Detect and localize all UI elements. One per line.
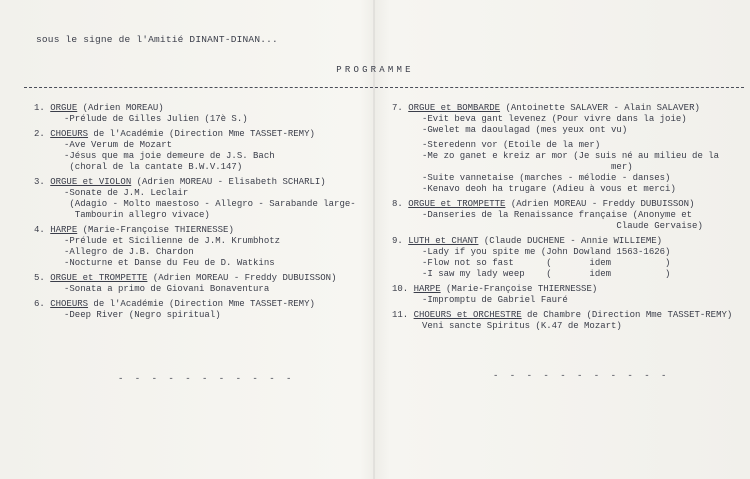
item-title: ORGUE et TROMPETTE xyxy=(408,199,506,209)
item-performers: de l'Académie (Direction Mme TASSET-REMY) xyxy=(88,299,315,309)
item-piece-line: -Me zo ganet e kreiz ar mor (Je suis né au milieu de la xyxy=(422,151,720,161)
item-number: 3. xyxy=(34,177,45,187)
item-piece-line: -Evit beva gant levenez (Pour vivre dans la joie) xyxy=(422,114,687,124)
item-title: HARPE xyxy=(50,225,78,235)
item-piece-line: -Impromptu de Gabriel Fauré xyxy=(422,295,568,305)
item-piece-line: Veni sancte Spiritus (K.47 de Mozart) xyxy=(422,321,622,331)
programme-item xyxy=(34,273,374,295)
item-number: 10. xyxy=(392,284,409,294)
programme-item xyxy=(34,103,374,125)
item-heading xyxy=(34,103,374,114)
item-number: 8. xyxy=(392,199,403,209)
item-piece-line: (choral de la cantate B.W.V.147) xyxy=(64,162,243,172)
item-performers: de l'Académie (Direction Mme TASSET-REMY) xyxy=(88,129,315,139)
item-title: CHOEURS xyxy=(50,129,89,139)
item-number: 4. xyxy=(34,225,45,235)
item-title: LUTH et CHANT xyxy=(408,236,479,246)
item-piece-line: -Lady if you spite me (John Dowland 1563-1626) xyxy=(422,247,671,257)
item-title: CHOEURS et ORCHESTRE xyxy=(413,310,522,320)
item-number: 7. xyxy=(392,103,403,113)
item-piece-line: -Deep River (Negro spiritual) xyxy=(64,310,221,320)
item-piece-line: (Adagio - Molto maestoso - Allegro - Sarabande large- xyxy=(64,199,356,209)
item-title: HARPE xyxy=(413,284,441,294)
item-performers: (Adrien MOREAU - Elisabeth SCHARLI) xyxy=(131,177,326,187)
item-title: CHOEURS xyxy=(50,299,89,309)
programme-item xyxy=(34,129,374,173)
right-column xyxy=(392,103,744,332)
dashed-rule xyxy=(24,87,744,88)
item-title: ORGUE et BOMBARDE xyxy=(408,103,501,113)
programme-item xyxy=(34,225,374,269)
item-performers: de Chambre (Direction Mme TASSET-REMY) xyxy=(521,310,733,320)
item-piece-line: -Nocturne et Danse du Feu de D. Watkins xyxy=(64,258,275,268)
item-piece-line: -Allegro de J.B. Chardon xyxy=(64,247,194,257)
item-piece-line: -Suite vannetaise (marches - mélodie - danses) xyxy=(422,173,671,183)
item-number: 5. xyxy=(34,273,45,283)
programme-item xyxy=(392,236,744,280)
programme-item xyxy=(34,299,374,321)
item-piece-line: -Steredenn vor (Etoile de la mer) xyxy=(422,140,601,150)
item-performers: (Claude DUCHENE - Annie WILLIEME) xyxy=(478,236,663,246)
item-piece-line: mer) xyxy=(422,162,633,172)
item-piece-line: -Prélude de Gilles Julien (17è S.) xyxy=(64,114,248,124)
item-number: 1. xyxy=(34,103,45,113)
item-number: 6. xyxy=(34,299,45,309)
item-piece-line: -Kenavo deoh ha trugare (Adieu à vous et merci) xyxy=(422,184,676,194)
item-performers: (Adrien MOREAU) xyxy=(77,103,164,113)
item-performers: (Marie-Françoise THIERNESSE) xyxy=(440,284,598,294)
programme-item xyxy=(392,284,744,306)
item-heading xyxy=(392,310,744,321)
item-heading xyxy=(34,225,374,236)
item-piece-line: -Danseries de la Renaissance française (Anonyme et xyxy=(422,210,693,220)
item-piece-line: -Ave Verum de Mozart xyxy=(64,140,173,150)
item-performers: (Marie-Françoise THIERNESSE) xyxy=(77,225,234,235)
programme-title: PROGRAMME xyxy=(336,65,414,75)
item-number: 9. xyxy=(392,236,403,246)
item-number: 11. xyxy=(392,310,409,320)
item-piece-line: -Sonata a primo de Giovani Bonaventura xyxy=(64,284,270,294)
left-separator: - - - - - - - - - - - xyxy=(118,374,295,384)
item-heading xyxy=(34,273,374,284)
item-piece-line: -Jésus que ma joie demeure de J.S. Bach xyxy=(64,151,275,161)
programme-item xyxy=(392,199,744,232)
item-heading xyxy=(392,103,744,114)
item-heading xyxy=(392,236,744,247)
item-heading xyxy=(34,129,374,140)
item-piece-line: -Prélude et Sicilienne de J.M. Krumbhotz xyxy=(64,236,281,246)
item-performers: (Adrien MOREAU - Freddy DUBUISSON) xyxy=(505,199,695,209)
right-separator: - - - - - - - - - - - xyxy=(493,371,670,381)
item-performers: (Adrien MOREAU - Freddy DUBUISSON) xyxy=(147,273,337,283)
item-performers: (Antoinette SALAVER - Alain SALAVER) xyxy=(500,103,700,113)
item-title: ORGUE xyxy=(50,103,78,113)
item-title: ORGUE et VIOLON xyxy=(50,177,132,187)
programme-item xyxy=(34,177,374,221)
item-piece-line: -I saw my lady weep ( idem ) xyxy=(422,269,671,279)
item-piece-line: -Flow not so fast ( idem ) xyxy=(422,258,671,268)
item-heading xyxy=(392,199,744,210)
item-piece-line: Claude Gervaise) xyxy=(422,221,703,231)
item-heading xyxy=(392,284,744,295)
item-heading xyxy=(34,299,374,310)
item-piece-line: -Sonate de J.M. Leclair xyxy=(64,188,189,198)
left-column xyxy=(34,103,374,321)
header-subtitle: sous le signe de l'Amitié DINANT-DINAN... xyxy=(36,34,278,45)
programme-item xyxy=(392,103,744,195)
item-heading xyxy=(34,177,374,188)
item-piece-line: Tambourin allegro vivace) xyxy=(64,210,210,220)
item-piece-line: -Gwelet ma daoulagad (mes yeux ont vu) xyxy=(422,125,628,135)
item-number: 2. xyxy=(34,129,45,139)
item-title: ORGUE et TROMPETTE xyxy=(50,273,148,283)
programme-item xyxy=(392,310,744,332)
